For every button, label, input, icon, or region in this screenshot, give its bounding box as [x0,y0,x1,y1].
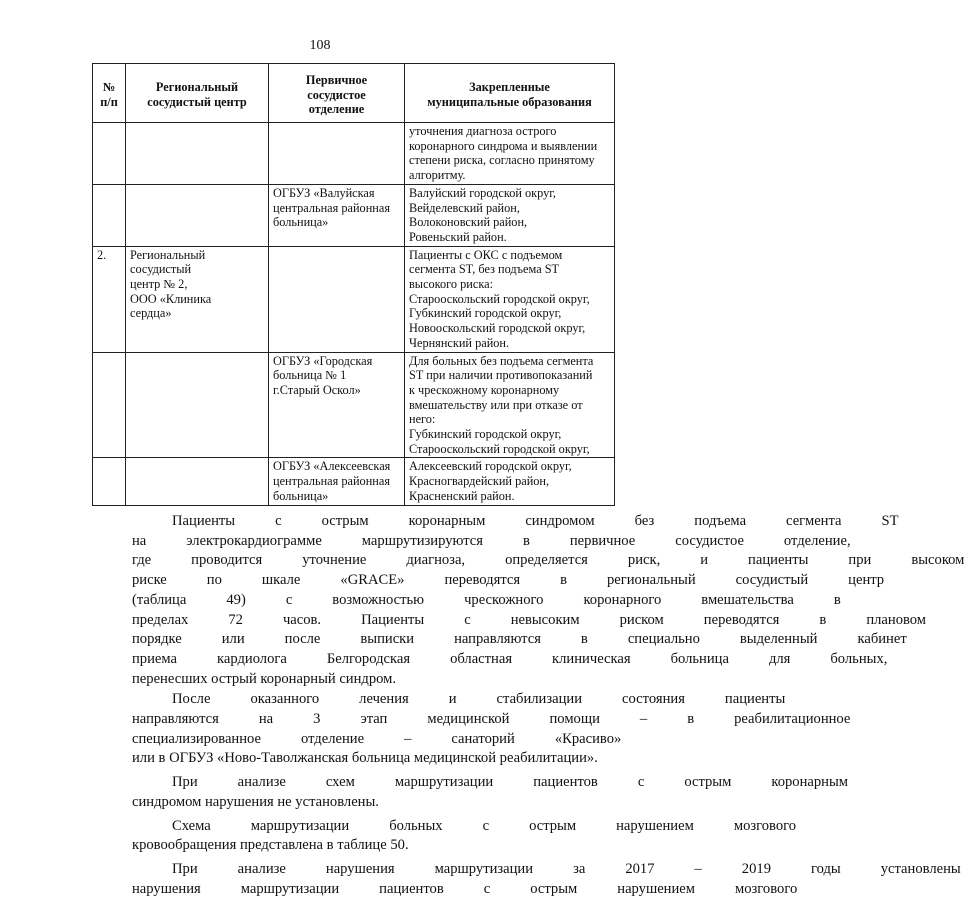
table-row [93,458,615,505]
text-line: порядке или после выписки направляются в специально выделенный кабинет [132,631,907,648]
cell-text-line: ОГБУЗ «Валуйская [273,185,375,200]
cell-regional-center [126,184,269,246]
cell-regional-center [126,458,269,505]
cell-text-line: больница» [273,488,329,503]
text-line: (таблица 49) с возможностью чрескожного коронарного вмешательства в [132,591,841,608]
text-line: на электрокардиограмме маршрутизируются в первичное сосудистое отделение, [132,532,851,549]
header-number: № п/п [93,64,126,123]
cell-primary-department [269,246,405,352]
cell-text-line: Волоконовский район, [409,215,528,230]
text-line: После оказанного лечения и стабилизации состояния пациенты [172,691,786,708]
text-line: специализированное отделение – санаторий «Красиво» [132,730,622,747]
cell-text-line: Валуйский городской округ, [409,185,556,200]
paragraph-stroke-analysis [92,860,961,899]
cell-text-line: Ровеньский район. [409,229,507,244]
header-primary-department: Первичное сосудистое отделение [269,64,405,123]
paragraph-rehabilitation: После оказанного лечения и стабилизации состояния пациенты направляются на 3 этап медицинской помощи – в реабилитационное специализированное отделение – санаторий «Красиво» или в ОГБУЗ «Ново-Таволжанская больница медицинской реабилитации». [92,690,614,769]
header-regional-center: Региональный сосудистый центр [126,64,269,123]
cell-municipalities [405,184,615,246]
paragraph-acs-routing: Пациенты с острым коронарным синдромом без подъема сегмента ST на электрокардиограмме маршрутизируются в первичное сосудистое отделение, где проводится уточнение диагноза, определяется риск, и пациенты при высоком риске по шкале «GRACE» переводятся в региональный сосудистый центр (таблица 49) с возможностью чрескожного коронарного вмешательства в пределах 72 часов. Пациенты с невысоким риском переводятся в плановом порядке или после выписки направляются в специально выделенный кабинет приема кардиолога Белгородская областная клиническая больница для больных, перенесших острый коронарный синдром. [92,512,614,689]
cell-text-line: сегмента ST, без подъема ST [409,262,560,277]
cell-text-line: Губкинский городской округ, [409,306,562,321]
cell-text-line: степени риска, согласно принятому [409,153,595,168]
cell-number [93,123,126,185]
text-line: Схема маршрутизации больных с острым нарушением мозгового [172,817,797,834]
cell-number: 2. [93,246,126,352]
text-line: Пациенты с острым коронарным синдромом без подъема сегмента ST [172,513,899,529]
cell-text-line: ООО «Клиника [130,291,212,306]
page-number: 108 [309,38,331,53]
text-line: где проводится уточнение диагноза, определяется риск, и пациенты при высоком [132,552,964,569]
cell-text-line: уточнения диагноза острого [409,124,557,138]
text-line: При анализе схем маршрутизации пациентов с острым коронарным [172,774,849,791]
table-row [93,246,615,352]
cell-text-line: вмешательству или при отказе от [409,397,583,412]
cell-primary-department [269,123,405,185]
cell-text-line: г.Старый Оскол» [273,382,361,397]
cell-text-line: высокого риска: [409,277,493,292]
cell-text-line: Для больных без подъема сегмента [409,353,594,368]
routing-table [92,63,615,506]
table-header-row [93,64,615,123]
cell-primary-department [269,184,405,246]
cell-text-line: Алексеевский городской округ, [409,459,572,474]
cell-text-line: центр № 2, [130,277,188,292]
cell-text-line: Вейделевский район, [409,200,520,215]
cell-municipalities [405,352,615,458]
table-row [93,184,615,246]
text-line: приема кардиолога Белгородская областная клиническая больница для больных, [132,650,888,667]
cell-text-line: него: [409,412,436,427]
cell-text-line: сердца» [130,306,172,321]
paragraph-stroke-scheme: Схема маршрутизации больных с острым нарушением мозгового кровообращения представлена в таблице 50. [92,817,614,856]
cell-text-line: коронарного синдрома и выявлении [409,138,598,153]
cell-text-line: Красногвардейский район, [409,474,550,489]
cell-text-line: больница» [273,215,329,230]
cell-text-line: Красненский район. [409,488,515,503]
cell-text-line: Старооскольский городской округ, [409,291,590,306]
cell-text-line: центральная районная [273,474,390,489]
table-row [93,123,615,185]
cell-municipalities [405,123,615,185]
cell-municipalities [405,246,615,352]
cell-number [93,184,126,246]
text-line: риске по шкале «GRACE» переводятся в региональный сосудистый центр [132,572,885,589]
cell-text-line: ОГБУЗ «Алексеевская [273,459,391,474]
cell-regional-center [126,352,269,458]
cell-number [93,458,126,505]
cell-primary-department [269,352,405,458]
cell-text-line: сосудистый [130,262,192,277]
text-line: При анализе нарушения маршрутизации за 2017 – 2019 годы установлены [172,860,961,877]
cell-text-line: к чрескожному коронарному [409,382,560,397]
text-line: нарушения маршрутизации пациентов с острым нарушением мозгового [132,880,798,897]
paragraph-acs-analysis: При анализе схем маршрутизации пациентов с острым коронарным синдромом нарушения не установлены. [92,773,614,812]
cell-text-line: Новооскольский городской округ, [409,321,586,336]
cell-regional-center [126,246,269,352]
cell-text-line: больница № 1 [273,368,347,383]
cell-text-line: Старооскольский городской округ, [409,441,590,456]
cell-text-line: центральная районная [273,200,390,215]
header-municipalities: Закрепленные муниципальные образования [405,64,615,123]
text-line: пределах 72 часов. Пациенты с невысоким риском переводятся в плановом [132,611,927,628]
cell-text-line: Региональный [130,247,206,262]
cell-text-line: Пациенты с ОКС с подъемом [409,247,563,262]
table-row [93,352,615,458]
cell-text-line: Губкинский городской округ, [409,427,562,442]
cell-primary-department [269,458,405,505]
cell-text-line: алгоритму. [409,168,466,183]
cell-text-line: ОГБУЗ «Городская [273,353,373,368]
text-line: направляются на 3 этап медицинской помощи – в реабилитационное [132,711,851,728]
cell-number [93,352,126,458]
cell-regional-center [126,123,269,185]
cell-text-line: Чернянский район. [409,335,510,350]
cell-text-line: ST при наличии противопоказаний [409,368,593,383]
cell-municipalities [405,458,615,505]
body-text [92,512,964,899]
